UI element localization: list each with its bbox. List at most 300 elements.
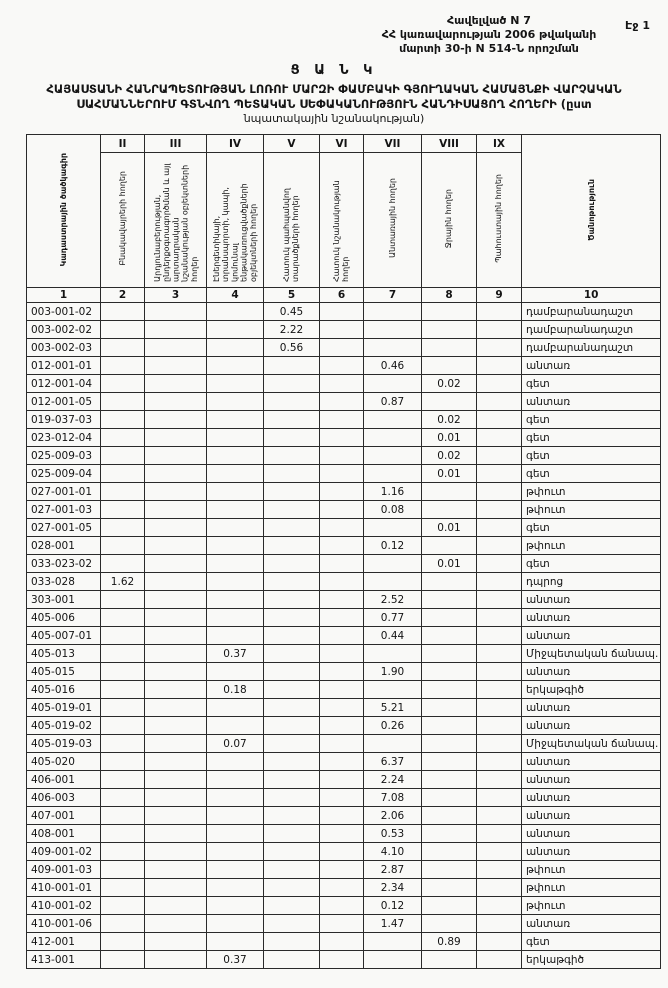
column-number-row	[27, 288, 661, 303]
area-value	[101, 447, 145, 465]
table-row	[27, 447, 661, 465]
area-value	[207, 339, 264, 357]
area-value	[422, 321, 477, 339]
area-value	[477, 429, 522, 447]
area-value	[207, 915, 264, 933]
cadastral-code: 025-009-04	[27, 465, 101, 483]
area-value	[422, 753, 477, 771]
area-value	[422, 627, 477, 645]
row-note: գետ	[522, 429, 661, 447]
area-value	[145, 429, 207, 447]
area-value	[477, 303, 522, 321]
header-special-purpose-lands: Հատուկ նշանակության հողեր	[320, 153, 364, 288]
area-value	[101, 483, 145, 501]
area-value	[477, 735, 522, 753]
area-value	[477, 699, 522, 717]
area-value	[145, 735, 207, 753]
table-row	[27, 771, 661, 789]
area-value	[320, 897, 364, 915]
appendix-reference	[324, 14, 654, 55]
roman-numeral: VIII	[422, 135, 477, 153]
row-note: անտառ	[522, 771, 661, 789]
area-value	[145, 339, 207, 357]
cadastral-code: 405-016	[27, 681, 101, 699]
appendix-line: մարտի 30-ի N 514-Ն որոշման	[399, 41, 579, 55]
area-value	[264, 501, 320, 519]
area-value	[207, 573, 264, 591]
area-value	[145, 501, 207, 519]
column-number: 3	[145, 288, 207, 303]
area-value: 0.44	[364, 627, 422, 645]
table-row	[27, 951, 661, 969]
row-note: անտառ	[522, 789, 661, 807]
area-value	[364, 681, 422, 699]
area-value	[101, 879, 145, 897]
area-value	[422, 591, 477, 609]
area-value: 1.90	[364, 663, 422, 681]
area-value	[477, 807, 522, 825]
cadastral-code: 303-001	[27, 591, 101, 609]
roman-numeral-row	[27, 135, 661, 153]
area-value	[145, 465, 207, 483]
area-value: 0.02	[422, 447, 477, 465]
cadastral-code: 406-001	[27, 771, 101, 789]
table-row	[27, 933, 661, 951]
column-number: 7	[364, 288, 422, 303]
row-note: անտառ	[522, 627, 661, 645]
area-value	[477, 771, 522, 789]
area-value	[264, 699, 320, 717]
row-note: թփուտ	[522, 861, 661, 879]
area-value	[145, 933, 207, 951]
area-value	[320, 447, 364, 465]
table-row	[27, 843, 661, 861]
area-value	[207, 429, 264, 447]
cadastral-code: 406-003	[27, 789, 101, 807]
area-value	[477, 393, 522, 411]
area-value	[101, 843, 145, 861]
row-note: անտառ	[522, 591, 661, 609]
area-value: 6.37	[364, 753, 422, 771]
area-value	[364, 645, 422, 663]
area-value	[101, 897, 145, 915]
row-note: գետ	[522, 375, 661, 393]
area-value	[422, 483, 477, 501]
area-value	[264, 771, 320, 789]
table-row	[27, 825, 661, 843]
column-number: 10	[522, 288, 661, 303]
row-note: գետ	[522, 519, 661, 537]
area-value	[207, 609, 264, 627]
area-value	[422, 573, 477, 591]
table-row	[27, 393, 661, 411]
area-value	[422, 897, 477, 915]
area-value	[101, 303, 145, 321]
area-value	[207, 699, 264, 717]
area-value	[207, 825, 264, 843]
area-value	[320, 303, 364, 321]
area-value	[264, 933, 320, 951]
area-value	[145, 555, 207, 573]
area-value	[101, 645, 145, 663]
area-value	[145, 375, 207, 393]
area-value: 0.01	[422, 465, 477, 483]
row-note: անտառ	[522, 699, 661, 717]
area-value	[264, 951, 320, 969]
area-value	[364, 447, 422, 465]
row-note: գետ	[522, 465, 661, 483]
table-row	[27, 483, 661, 501]
table-row	[27, 789, 661, 807]
area-value	[320, 753, 364, 771]
table-row	[27, 303, 661, 321]
cadastral-code: 405-019-01	[27, 699, 101, 717]
area-value	[207, 375, 264, 393]
row-note: անտառ	[522, 609, 661, 627]
area-value: 0.37	[207, 645, 264, 663]
area-value	[320, 357, 364, 375]
row-note: դպրոց	[522, 573, 661, 591]
area-value	[320, 951, 364, 969]
row-note: երկաթգիծ	[522, 681, 661, 699]
cadastral-code: 405-019-02	[27, 717, 101, 735]
table-row	[27, 627, 661, 645]
area-value	[422, 501, 477, 519]
area-value	[101, 393, 145, 411]
area-value	[264, 357, 320, 375]
roman-numeral: IX	[477, 135, 522, 153]
area-value	[145, 951, 207, 969]
cadastral-code: 410-001-06	[27, 915, 101, 933]
area-value	[477, 375, 522, 393]
area-value	[264, 915, 320, 933]
area-value	[145, 843, 207, 861]
table-row	[27, 429, 661, 447]
area-value	[145, 789, 207, 807]
area-value	[101, 429, 145, 447]
area-value	[477, 753, 522, 771]
area-value	[207, 555, 264, 573]
area-value	[264, 609, 320, 627]
area-value	[264, 519, 320, 537]
cadastral-code: 003-002-03	[27, 339, 101, 357]
row-note: անտառ	[522, 357, 661, 375]
area-value	[145, 519, 207, 537]
area-value	[477, 825, 522, 843]
table-row	[27, 609, 661, 627]
area-value	[320, 717, 364, 735]
area-value	[145, 357, 207, 375]
area-value	[207, 771, 264, 789]
area-value	[422, 645, 477, 663]
area-value	[264, 537, 320, 555]
area-value	[101, 699, 145, 717]
column-number: 6	[320, 288, 364, 303]
area-value	[101, 591, 145, 609]
cadastral-code: 409-001-03	[27, 861, 101, 879]
header-forest-lands: Անտառային հողեր	[364, 153, 422, 288]
area-value: 0.01	[422, 555, 477, 573]
area-value	[264, 861, 320, 879]
page-number: Էջ 1	[625, 19, 650, 32]
table-row	[27, 501, 661, 519]
table-row	[27, 573, 661, 591]
area-value	[101, 339, 145, 357]
area-value	[145, 717, 207, 735]
table-row	[27, 879, 661, 897]
table-row	[27, 339, 661, 357]
area-value	[264, 591, 320, 609]
area-value	[422, 807, 477, 825]
area-value	[207, 537, 264, 555]
row-note: անտառ	[522, 915, 661, 933]
area-value	[264, 753, 320, 771]
area-value	[145, 645, 207, 663]
appendix-line: ՀՀ կառավարության 2006 թվականի	[381, 27, 597, 41]
area-value	[264, 393, 320, 411]
area-value	[320, 861, 364, 879]
area-value	[422, 843, 477, 861]
area-value	[422, 303, 477, 321]
area-value	[320, 429, 364, 447]
area-value	[207, 447, 264, 465]
header-water-lands: Ջրային հողեր	[422, 153, 477, 288]
subtitle-line: նպատակային նշանակության)	[243, 112, 425, 126]
area-value	[145, 915, 207, 933]
cadastral-code: 405-020	[27, 753, 101, 771]
header-reserve-lands: Պահուստային հողեր	[477, 153, 522, 288]
area-value	[101, 555, 145, 573]
table-row	[27, 537, 661, 555]
table-row	[27, 753, 661, 771]
cadastral-code: 025-009-03	[27, 447, 101, 465]
roman-numeral: VII	[364, 135, 422, 153]
area-value	[477, 321, 522, 339]
roman-numeral: III	[145, 135, 207, 153]
area-value	[477, 339, 522, 357]
row-note: դամբարանադաշտ	[522, 303, 661, 321]
area-value	[101, 735, 145, 753]
area-value	[320, 339, 364, 357]
area-value	[320, 915, 364, 933]
cadastral-code: 012-001-05	[27, 393, 101, 411]
area-value	[264, 681, 320, 699]
subtitle-line: ՍԱՀՄԱՆՆԵՐՈՒՄ ԳՏՆՎՈՂ ՊԵՏԱԿԱՆ ՍԵՓԱԿԱՆՈՒԹՅՈՒՆ ՀԱՆԴԻՍԱՑՈՂ ՀՈՂԵՐԻ (ըստ	[76, 97, 592, 112]
area-value	[477, 897, 522, 915]
row-note: դամբարանադաշտ	[522, 339, 661, 357]
table-row	[27, 357, 661, 375]
area-value	[320, 321, 364, 339]
area-value: 7.08	[364, 789, 422, 807]
area-value	[264, 627, 320, 645]
area-value: 0.46	[364, 357, 422, 375]
area-value	[477, 573, 522, 591]
area-value: 4.10	[364, 843, 422, 861]
area-value	[320, 573, 364, 591]
area-value	[422, 825, 477, 843]
subtitle-line: ՀԱՅԱՍՏԱՆԻ ՀԱՆՐԱՊԵՏՈՒԹՅԱՆ ԼՈՌՈՒ ՄԱՐԶԻ ՓԱՄԲԱԿԻ ԳՅՈՒՂԱԿԱՆ ՀԱՄԱՅՆՔԻ ՎԱՐՉԱԿԱՆ	[46, 82, 622, 97]
area-value	[320, 465, 364, 483]
row-note: անտառ	[522, 717, 661, 735]
area-value	[264, 645, 320, 663]
area-value	[207, 843, 264, 861]
column-number: 4	[207, 288, 264, 303]
area-value	[264, 573, 320, 591]
cadastral-code: 408-001	[27, 825, 101, 843]
area-value	[145, 411, 207, 429]
table-row	[27, 699, 661, 717]
area-value	[101, 321, 145, 339]
area-value	[364, 303, 422, 321]
area-value	[320, 609, 364, 627]
area-value	[101, 753, 145, 771]
area-value	[145, 303, 207, 321]
area-value	[101, 825, 145, 843]
area-value	[145, 573, 207, 591]
area-value	[477, 555, 522, 573]
area-value	[207, 753, 264, 771]
area-value	[207, 627, 264, 645]
row-note: անտառ	[522, 753, 661, 771]
area-value	[477, 717, 522, 735]
area-value	[320, 681, 364, 699]
area-value	[264, 825, 320, 843]
area-value	[145, 447, 207, 465]
area-value: 1.62	[101, 573, 145, 591]
area-value	[320, 519, 364, 537]
cadastral-code: 027-001-03	[27, 501, 101, 519]
area-value: 0.56	[264, 339, 320, 357]
cadastral-code: 003-001-02	[27, 303, 101, 321]
area-value: 0.08	[364, 501, 422, 519]
roman-numeral: II	[101, 135, 145, 153]
area-value	[101, 771, 145, 789]
row-note: Միջպետական ճանապ.	[522, 645, 661, 663]
area-value	[101, 501, 145, 519]
cadastral-code: 409-001-02	[27, 843, 101, 861]
area-value	[207, 465, 264, 483]
cadastral-code: 412-001	[27, 933, 101, 951]
area-value	[264, 807, 320, 825]
area-value	[207, 897, 264, 915]
area-value: 0.18	[207, 681, 264, 699]
area-value: 0.12	[364, 537, 422, 555]
area-value	[477, 519, 522, 537]
area-value	[477, 357, 522, 375]
area-value	[320, 483, 364, 501]
table-row	[27, 321, 661, 339]
row-note: թփուտ	[522, 501, 661, 519]
area-value: 0.12	[364, 897, 422, 915]
row-note: թփուտ	[522, 897, 661, 915]
header-cadastral-code: Կադաստրային ծածկագիր	[27, 135, 101, 288]
area-value	[207, 789, 264, 807]
area-value	[477, 789, 522, 807]
area-value	[320, 789, 364, 807]
header-protected-territory-lands: Հատուկ պահպանվող տարածքների հողեր	[264, 153, 320, 288]
area-value	[320, 375, 364, 393]
row-note: անտառ	[522, 825, 661, 843]
area-value	[422, 879, 477, 897]
area-value	[422, 861, 477, 879]
header-industrial-lands: Արդյունաբերության, ընդերքօգտագործման և այլ արտադրական նշանակության օբյեկտների հողեր	[145, 153, 207, 288]
area-value	[145, 771, 207, 789]
area-value	[364, 321, 422, 339]
area-value	[145, 879, 207, 897]
row-note: անտառ	[522, 807, 661, 825]
area-value	[207, 807, 264, 825]
area-value: 2.24	[364, 771, 422, 789]
area-value: 0.01	[422, 429, 477, 447]
area-value	[264, 879, 320, 897]
area-value	[101, 519, 145, 537]
area-value	[477, 447, 522, 465]
area-value	[145, 393, 207, 411]
row-note: երկաթգիծ	[522, 951, 661, 969]
cadastral-code: 012-001-01	[27, 357, 101, 375]
table-row	[27, 915, 661, 933]
area-value: 2.06	[364, 807, 422, 825]
area-value	[364, 933, 422, 951]
area-value	[364, 555, 422, 573]
area-value	[477, 591, 522, 609]
area-value	[145, 753, 207, 771]
area-value: 2.87	[364, 861, 422, 879]
area-value	[264, 663, 320, 681]
area-value	[101, 789, 145, 807]
area-value	[207, 519, 264, 537]
table-row	[27, 555, 661, 573]
area-value	[320, 933, 364, 951]
area-value: 0.45	[264, 303, 320, 321]
area-value	[264, 555, 320, 573]
area-value	[422, 357, 477, 375]
area-value	[207, 501, 264, 519]
table-row	[27, 645, 661, 663]
area-value	[477, 465, 522, 483]
area-value	[477, 537, 522, 555]
column-number: 8	[422, 288, 477, 303]
area-value	[477, 627, 522, 645]
area-value: 0.53	[364, 825, 422, 843]
area-value	[422, 699, 477, 717]
area-value	[320, 627, 364, 645]
area-value	[101, 357, 145, 375]
area-value	[422, 681, 477, 699]
area-value	[207, 321, 264, 339]
cadastral-code: 023-012-04	[27, 429, 101, 447]
area-value	[320, 879, 364, 897]
row-note: դամբարանադաշտ	[522, 321, 661, 339]
area-value: 2.22	[264, 321, 320, 339]
appendix-line: Հավելված N 7	[447, 14, 531, 27]
area-value	[422, 663, 477, 681]
header-energy-transport-lands: Էներգետիկայի, տրանսպորտի, կապի, կոմունալ ենթակառուցվածքների օբյեկտների հողեր	[207, 153, 264, 288]
cadastral-code: 413-001	[27, 951, 101, 969]
area-value	[320, 411, 364, 429]
area-value	[207, 357, 264, 375]
row-note: թփուտ	[522, 483, 661, 501]
area-value	[145, 483, 207, 501]
area-value	[207, 933, 264, 951]
area-value	[145, 663, 207, 681]
area-value	[422, 789, 477, 807]
area-value	[145, 861, 207, 879]
area-value	[477, 483, 522, 501]
area-value	[101, 537, 145, 555]
area-value: 1.16	[364, 483, 422, 501]
area-value	[101, 933, 145, 951]
